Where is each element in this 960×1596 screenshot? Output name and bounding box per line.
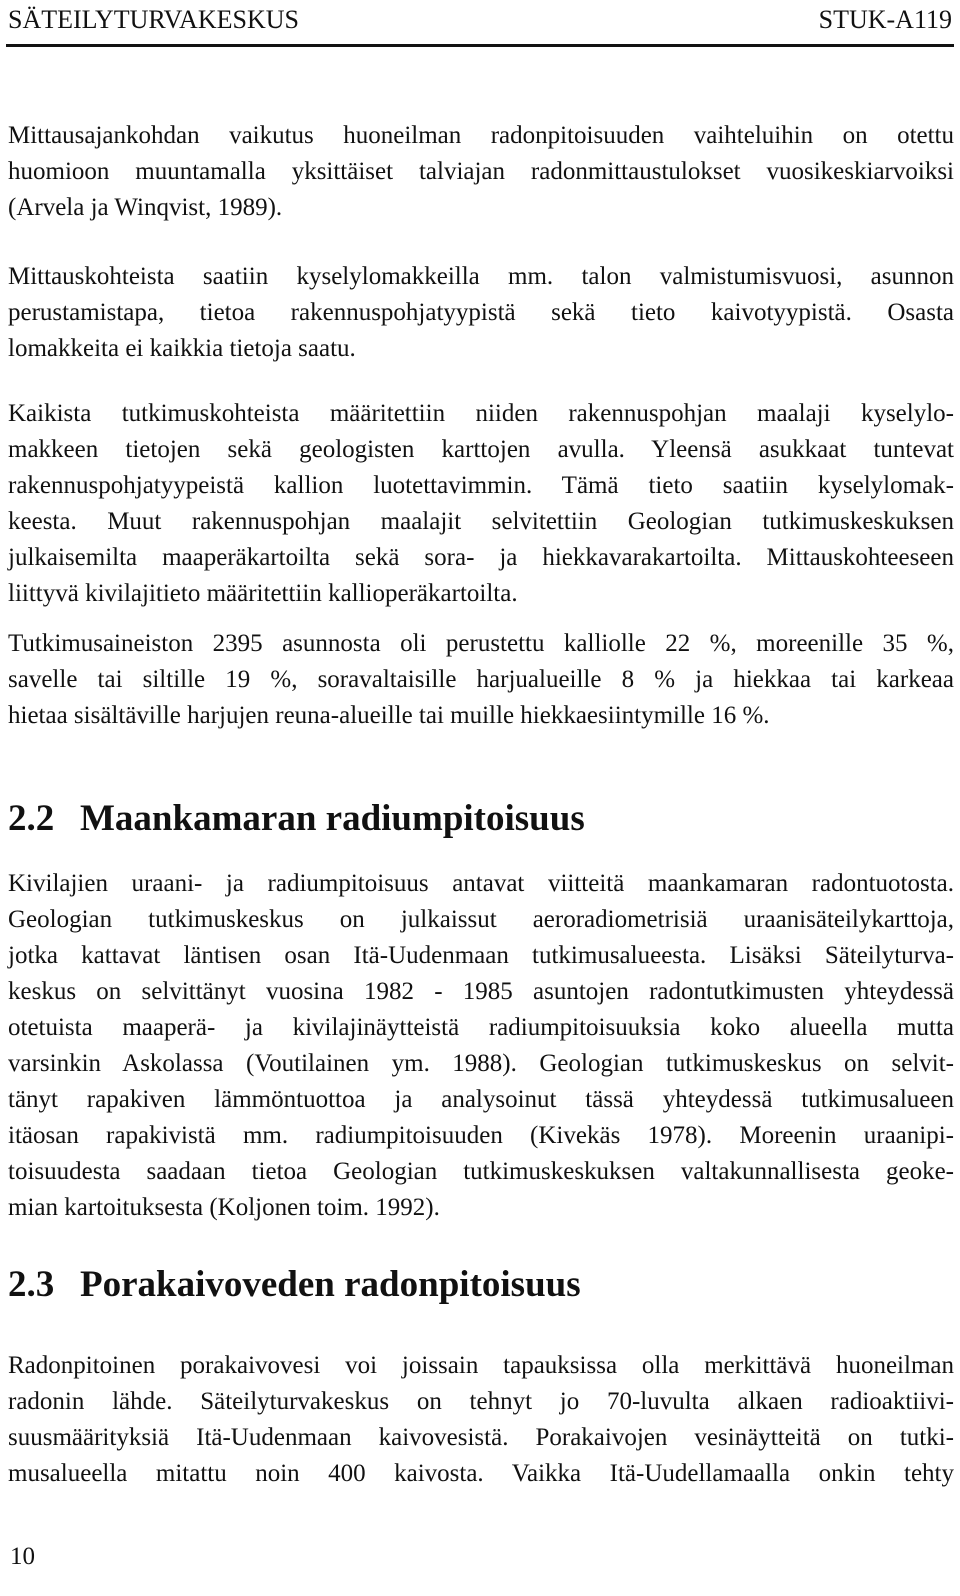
paragraph-line: keesta. Muut rakennuspohjan maalajit selvitettiin Geologian tutkimuskeskuksen: [8, 508, 954, 535]
section-heading-2-3: [8, 1263, 581, 1307]
paragraph-line: toisuudesta saadaan tietoa Geologian tutkimuskeskuksen valtakunnallisesta geoke-: [8, 1158, 954, 1185]
paragraph-line: Kaikista tutkimuskohteista määritettiin niiden rakennuspohjan maalaji kyselylo-: [8, 400, 954, 427]
paragraph-line: otetuista maaperä- ja kivilajinäytteistä radiumpitoisuuksia koko alueella mutta: [8, 1014, 954, 1041]
paragraph-line: rakennuspohjatyypeistä kallion luotettavimmin. Tämä tieto saatiin kyselylomak-: [8, 472, 954, 499]
paragraph-line: itäosan rapakivistä mm. radiumpitoisuuden (Kivekäs 1978). Moreenin uraanipi-: [8, 1122, 954, 1149]
paragraph-line: mian kartoituksesta (Koljonen toim. 1992).: [8, 1194, 440, 1221]
paragraph-2: [8, 259, 954, 367]
paragraph-line: julkaisemilta maaperäkartoilta sekä sora- ja hiekkavarakartoilta. Mittauskohteeseen: [8, 544, 954, 571]
paragraph-1: [8, 118, 954, 226]
section-number: 2.2: [8, 798, 55, 839]
running-header-right: STUK-A119: [818, 5, 952, 34]
paragraph-line: Geologian tutkimuskeskus on julkaissut aeroradiometrisiä uraanisäteilykarttoja,: [8, 906, 954, 933]
section-heading-2-2: [8, 797, 585, 841]
paragraph-3: [8, 396, 954, 612]
paragraph-line: Mittausajankohdan vaikutus huoneilman radonpitoisuuden vaihteluihin on otettu: [8, 122, 954, 149]
paragraph-line: makkeen tietojen sekä geologisten karttojen avulla. Yleensä asukkaat tuntevat: [8, 436, 954, 463]
paragraph-line: Tutkimusaineiston 2395 asunnosta oli perustettu kalliolle 22 %, moreenille 35 %,: [8, 630, 954, 657]
paragraph-line: hietaa sisältäville harjujen reuna-alueille tai muille hiekkaesiintymille 16 %.: [8, 702, 770, 729]
paragraph-line: lomakkeita ei kaikkia tietoja saatu.: [8, 335, 356, 362]
paragraph-6: [8, 1348, 954, 1492]
paragraph-line: jotka kattavat läntisen osan Itä-Uudenmaan tutkimusalueesta. Lisäksi Säteilyturva-: [8, 942, 954, 969]
paragraph-line: keskus on selvittänyt vuosina 1982 - 1985 asuntojen radontutkimusten yhteydessä: [8, 978, 954, 1005]
paragraph-4: [8, 626, 954, 734]
section-title: Porakaivoveden radonpitoisuus: [80, 1264, 581, 1305]
paragraph-line: perustamistapa, tietoa rakennuspohjatyypistä sekä tieto kaivotyypistä. Osasta: [8, 299, 954, 326]
paragraph-line: Radonpitoinen porakaivovesi voi joissain tapauksissa olla merkittävä huoneilman: [8, 1352, 954, 1379]
paragraph-line: liittyvä kivilajitieto määritettiin kallioperäkartoilta.: [8, 580, 518, 607]
running-header-left: SÄTEILYTURVAKESKUS: [8, 5, 299, 34]
paragraph-line: huomioon muuntamalla yksittäiset talviajan radonmittaustulokset vuosikeskiarvoiksi: [8, 158, 954, 185]
header-rule: [6, 44, 954, 47]
paragraph-line: suusmäärityksiä Itä-Uudenmaan kaivovesistä. Porakaivojen vesinäytteitä on tutki-: [8, 1424, 954, 1451]
page-number: 10: [10, 1543, 35, 1570]
paragraph-line: varsinkin Askolassa (Voutilainen ym. 1988). Geologian tutkimuskeskus on selvit-: [8, 1050, 954, 1077]
paragraph-line: musalueella mitattu noin 400 kaivosta. Vaikka Itä-Uudellamaalla onkin tehty: [8, 1460, 954, 1487]
section-title: Maankamaran radiumpitoisuus: [80, 798, 585, 839]
paragraph-line: radonin lähde. Säteilyturvakeskus on tehnyt jo 70-luvulta alkaen radioaktiivi-: [8, 1388, 954, 1415]
paragraph-line: Kivilajien uraani- ja radiumpitoisuus antavat viitteitä maankamaran radontuotosta.: [8, 870, 954, 897]
paragraph-5: [8, 866, 954, 1226]
paragraph-line: (Arvela ja Winqvist, 1989).: [8, 194, 283, 221]
paragraph-line: tänyt rapakiven lämmöntuottoa ja analysoinut tässä yhteydessä tutkimusalueen: [8, 1086, 954, 1113]
paragraph-line: savelle tai siltille 19 %, soravaltaisille harjualueille 8 % ja hiekkaa tai karkeaa: [8, 666, 954, 693]
paragraph-line: Mittauskohteista saatiin kyselylomakkeilla mm. talon valmistumisvuosi, asunnon: [8, 263, 954, 290]
section-number: 2.3: [8, 1264, 55, 1305]
